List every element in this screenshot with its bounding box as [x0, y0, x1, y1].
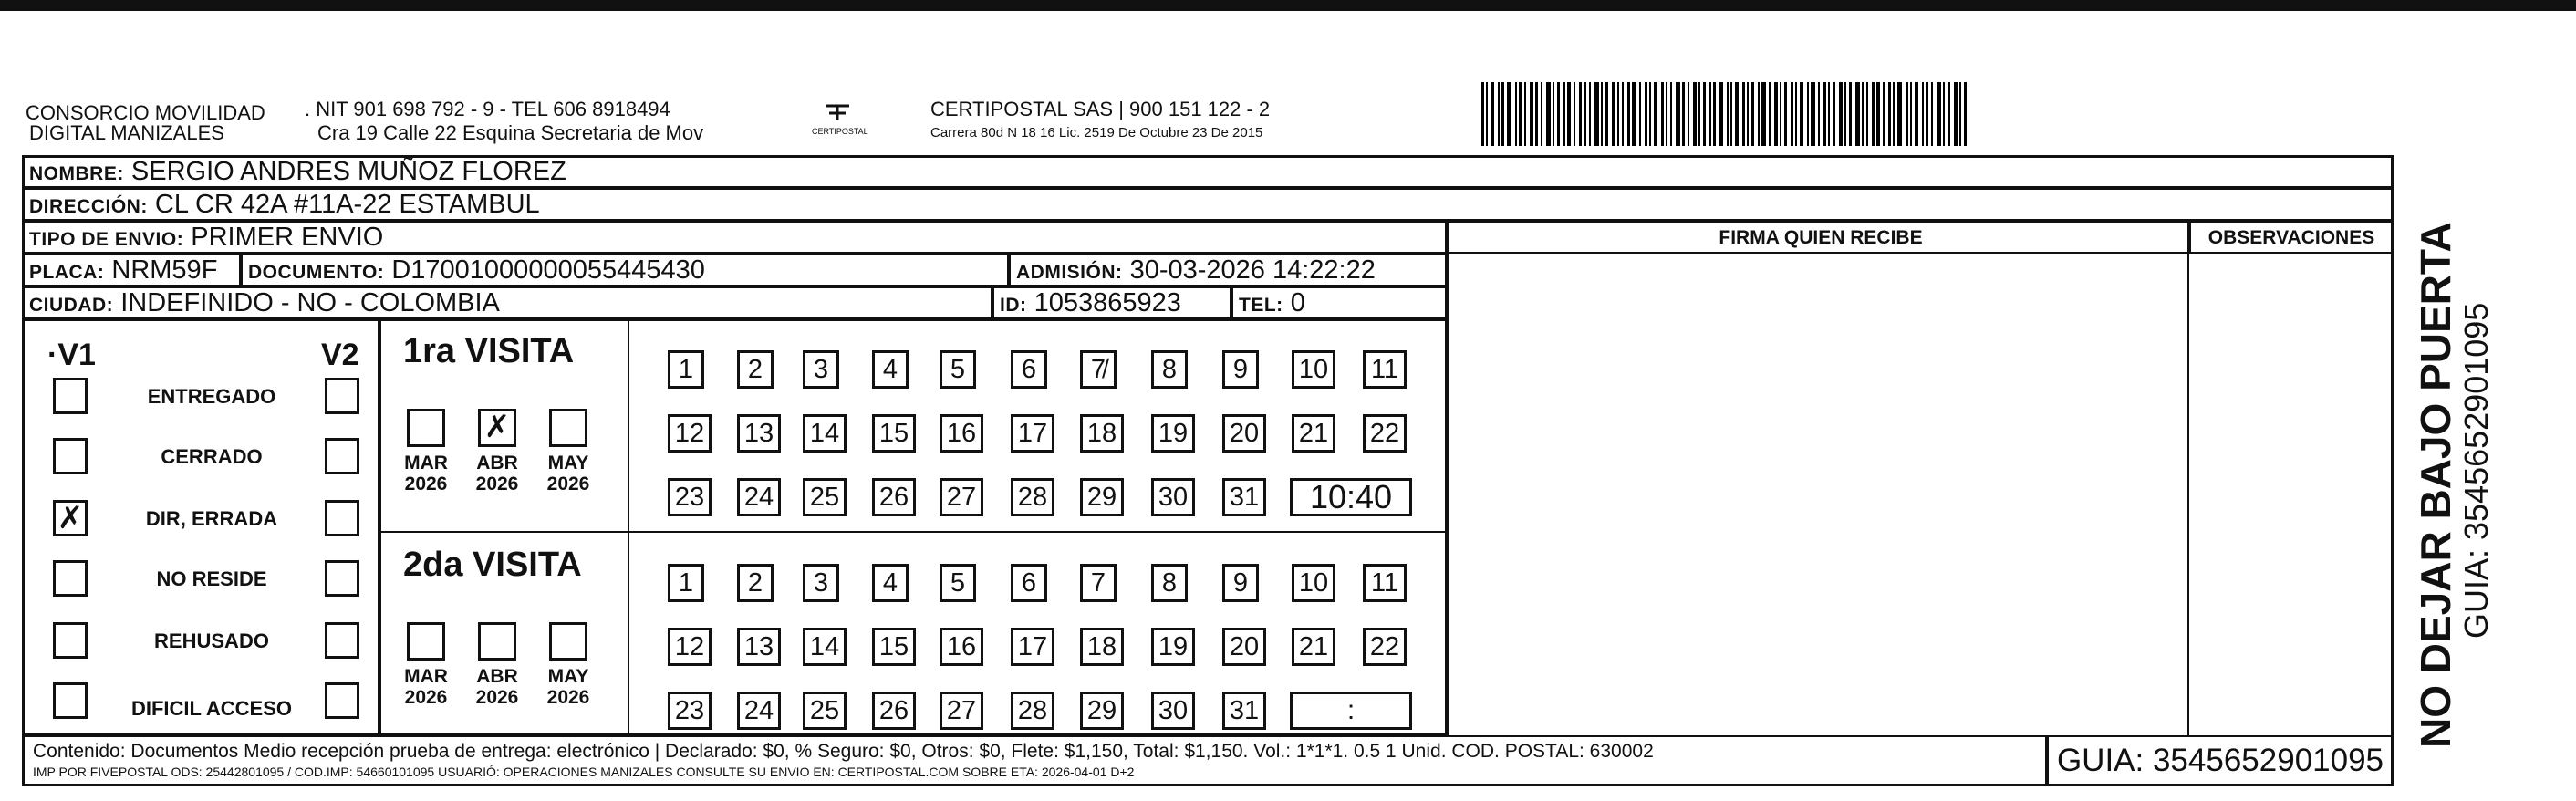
status-label-6: DIFICIL ACCESO [130, 697, 292, 720]
visit1-day-22[interactable]: 22 [1363, 414, 1407, 453]
visit2-day-4[interactable]: 4 [872, 564, 909, 602]
barcode-bar [1584, 82, 1586, 146]
direccion-value: CL CR 42A #11A-22 ESTAMBUL [154, 190, 540, 219]
visit2-day-1[interactable]: 1 [668, 564, 704, 602]
documento-value: D17001000000055445430 [391, 255, 705, 285]
barcode-bar [1703, 82, 1706, 146]
visit2-day-29[interactable]: 29 [1080, 692, 1124, 730]
visit1-day-17[interactable]: 17 [1011, 414, 1054, 453]
company-name-line1: CONSORCIO MOVILIDAD [26, 101, 265, 124]
visit2-month-label-2: ABR 2026 [475, 666, 519, 708]
visit1-day-30[interactable]: 30 [1151, 478, 1195, 516]
barcode-bar [1594, 82, 1599, 146]
barcode-bar [1627, 82, 1630, 146]
id-value: 1053865923 [1034, 288, 1181, 317]
barcode-bar [1612, 82, 1615, 146]
visit1-day-21[interactable]: 21 [1292, 414, 1335, 453]
barcode-bar [1855, 82, 1860, 146]
barcode-bar [1719, 82, 1723, 146]
admision-label: ADMISIÓN: [1016, 262, 1123, 283]
barcode-bar [1758, 82, 1760, 146]
visit2-day-17[interactable]: 17 [1011, 628, 1054, 666]
visit2-day-25[interactable]: 25 [803, 692, 847, 730]
barcode-bar [1515, 82, 1517, 146]
v1-checkbox-6[interactable] [53, 682, 88, 719]
visit2-month-checkbox-1[interactable] [407, 622, 445, 661]
visit1-month-checkbox-3[interactable] [549, 409, 587, 447]
barcode-bar [1795, 82, 1797, 146]
visit2-day-31[interactable]: 31 [1222, 692, 1266, 730]
barcode-bar [1617, 82, 1619, 146]
barcode-bar [1530, 82, 1533, 146]
visit2-day-8[interactable]: 8 [1151, 564, 1188, 602]
signature-area[interactable] [1447, 254, 2189, 735]
barcode-bar [1553, 82, 1554, 146]
nit-line: . NIT 901 698 792 - 9 - TEL 606 8918494 [305, 98, 670, 120]
visit1-month-label-2: ABR 2026 [475, 453, 519, 494]
barcode-bar [1937, 82, 1941, 146]
nombre-value: SERGIO ANDRES MUÑOZ FLOREZ [130, 157, 566, 186]
v2-label: V2 [321, 338, 359, 372]
status-label-3: DIR, ERRADA [145, 507, 278, 530]
barcode-bar [1735, 82, 1739, 146]
barcode-bar [1670, 82, 1672, 146]
visit2-day-30[interactable]: 30 [1151, 692, 1195, 730]
visit2-day-11[interactable]: 11 [1363, 564, 1407, 602]
visit2-day-7[interactable]: 7 [1080, 564, 1117, 602]
visit2-day-6[interactable]: 6 [1011, 564, 1047, 602]
barcode-bar [1761, 82, 1766, 146]
ciudad-label: CIUDAD: [29, 295, 114, 316]
logo-mark-icon [822, 102, 853, 122]
visit1-month-label-3: MAY 2026 [546, 453, 590, 494]
visit-title-1: 1ra VISITA [403, 332, 575, 370]
visit2-day-26[interactable]: 26 [872, 692, 916, 730]
barcode-bar [1844, 82, 1846, 146]
barcode-bar [1883, 82, 1885, 146]
direccion-label: DIRECCIÓN: [29, 196, 148, 217]
barcode-bar [1639, 82, 1641, 146]
visit1-day-16[interactable]: 16 [940, 414, 983, 453]
barcode-bar [1666, 82, 1667, 146]
visit2-time-field[interactable]: : [1290, 692, 1412, 730]
barcode-bar [1747, 82, 1749, 146]
barcode-bar [1742, 82, 1745, 146]
visit1-day-15[interactable]: 15 [872, 414, 916, 453]
imp-line: IMP POR FIVEPOSTAL ODS: 25442801095 / COD.IMP: 54660101095 USUARIÓ: OPERACIONES MANIZALES CONSULTE SU ENVIO EN: CERTIPOSTAL.COM SOBRE ETA: 2026-04-01 D+2 [33, 765, 1135, 779]
visit-divider [379, 531, 1447, 533]
visit1-time-field[interactable]: 10:40 [1290, 478, 1412, 516]
id-label: ID: [1000, 295, 1027, 316]
top-border-bar [0, 0, 2576, 11]
visit2-day-24[interactable]: 24 [737, 692, 781, 730]
visit1-day-3[interactable]: 3 [803, 350, 839, 389]
visit2-day-19[interactable]: 19 [1151, 628, 1195, 666]
barcode-bar [1959, 82, 1961, 146]
barcode-bar [1507, 82, 1511, 146]
visit2-day-15[interactable]: 15 [872, 628, 916, 666]
visit1-day-10[interactable]: 10 [1292, 350, 1335, 389]
certipostal-logo [812, 102, 868, 139]
visit2-day-20[interactable]: 20 [1222, 628, 1266, 666]
barcode-bar [1574, 82, 1575, 146]
visit1-day-28[interactable]: 28 [1011, 478, 1054, 516]
documento-label: DOCUMENTO: [248, 262, 385, 283]
tel-value: 0 [1290, 288, 1305, 317]
visit2-day-23[interactable]: 23 [668, 692, 712, 730]
barcode-bar [1876, 82, 1880, 146]
id-cell [992, 286, 1231, 319]
visit1-day-27[interactable]: 27 [940, 478, 983, 516]
visit2-day-21[interactable]: 21 [1292, 628, 1335, 666]
barcode-bar [1893, 82, 1895, 146]
v2-checkbox-6[interactable] [325, 682, 359, 719]
visit2-day-18[interactable]: 18 [1080, 628, 1124, 666]
side-warning: NO DEJAR BAJO PUERTA [2412, 222, 2459, 748]
v1-checkbox-2[interactable] [53, 438, 88, 474]
barcode-bar [1486, 82, 1488, 146]
barcode-bar [1954, 82, 1958, 146]
barcode-bar [1862, 82, 1864, 146]
row-direccion [22, 188, 2394, 221]
v2-checkbox-2[interactable] [325, 438, 359, 474]
visit2-day-10[interactable]: 10 [1292, 564, 1335, 602]
barcode-bar [1897, 82, 1902, 146]
observaciones-header: OBSERVACIONES [2189, 221, 2394, 254]
company-name-line2: DIGITAL MANIZALES [29, 121, 224, 144]
barcode-bar [1601, 82, 1603, 146]
barcode-bar [1849, 82, 1852, 146]
visit2-day-14[interactable]: 14 [803, 628, 847, 666]
visit1-day-31[interactable]: 31 [1222, 478, 1266, 516]
barcode-bar [1926, 82, 1928, 146]
barcode-bar [1948, 82, 1950, 146]
carrier-line2: Carrera 80d N 18 16 Lic. 2519 De Octubre 23 De 2015 [930, 125, 1263, 140]
placa-label: PLACA: [29, 262, 105, 283]
visit2-day-13[interactable]: 13 [737, 628, 781, 666]
visit2-day-28[interactable]: 28 [1011, 692, 1054, 730]
visit2-day-3[interactable]: 3 [803, 564, 839, 602]
ciudad-value: INDEFINIDO - NO - COLOMBIA [120, 288, 500, 317]
admision-value: 30-03-2026 14:22:22 [1129, 255, 1376, 285]
status-label-1: ENTREGADO [147, 385, 276, 408]
visit1-day-20[interactable]: 20 [1222, 414, 1266, 453]
barcode-bar [1698, 82, 1700, 146]
v2-checkbox-1[interactable] [325, 378, 359, 414]
barcode-bar [1964, 82, 1967, 146]
visit2-day-22[interactable]: 22 [1363, 628, 1407, 666]
visit1-day-25[interactable]: 25 [803, 478, 847, 516]
visit2-month-label-1: MAR 2026 [404, 666, 448, 708]
barcode-bar [1910, 82, 1912, 146]
visit1-day-6[interactable]: 6 [1011, 350, 1047, 389]
visit2-day-16[interactable]: 16 [940, 628, 983, 666]
barcode-bar [1676, 82, 1680, 146]
barcode-bar [1605, 82, 1608, 146]
v1-checkbox-4[interactable] [53, 560, 88, 597]
barcode-bar [1922, 82, 1924, 146]
visit1-day-23[interactable]: 23 [668, 478, 712, 516]
barcode-bar [1713, 82, 1716, 146]
barcode-bar [1501, 82, 1504, 146]
visit1-month-checkbox-2[interactable]: ✗ [478, 409, 516, 447]
visit1-day-29[interactable]: 29 [1080, 478, 1124, 516]
visit1-day-2[interactable]: 2 [737, 350, 774, 389]
v1-checkbox-3[interactable]: ✗ [53, 500, 88, 536]
visit1-day-8[interactable]: 8 [1151, 350, 1188, 389]
barcode-bar [1800, 82, 1803, 146]
visit2-day-9[interactable]: 9 [1222, 564, 1259, 602]
side-guia: GUIA: 3545652901095 [2457, 302, 2495, 639]
visit1-day-18[interactable]: 18 [1080, 414, 1124, 453]
barcode-bar [1498, 82, 1500, 146]
visit1-day-4[interactable]: 4 [872, 350, 909, 389]
visit1-day-7[interactable]: 7̸ [1080, 350, 1117, 389]
v2-checkbox-3[interactable] [325, 500, 359, 536]
v1-checkbox-5[interactable] [53, 622, 88, 659]
barcode-bar [1769, 82, 1771, 146]
barcode-bar [1688, 82, 1689, 146]
barcode-bar [1649, 82, 1651, 146]
visit1-day-12[interactable]: 12 [668, 414, 712, 453]
barcode-bar [1807, 82, 1809, 146]
status-label-4: NO RESIDE [156, 567, 267, 590]
visit2-day-12[interactable]: 12 [668, 628, 712, 666]
barcode-bar [1943, 82, 1945, 146]
visit-column-divider [628, 319, 629, 735]
barcode-bar [1774, 82, 1778, 146]
tel-cell [1231, 286, 1447, 319]
barcode-bar [1541, 82, 1542, 146]
visit1-day-11[interactable]: 11 [1363, 350, 1407, 389]
tipo-label: TIPO DE ENVIO: [29, 229, 184, 250]
barcode-bar [1709, 82, 1711, 146]
barcode-bar [1727, 82, 1729, 146]
contenido-line: Contenido: Documentos Medio recepción prueba de entrega: electrónico | Declarado: $0, % Seguro: $0, Otros: $0, Flete: $1,150, Total: $1,150. Vol.: 1*1*1. 0.5 1 Unid. COD. POSTAL: 630002 [33, 741, 1654, 762]
barcode-bar [1751, 82, 1754, 146]
visit1-day-9[interactable]: 9 [1222, 350, 1259, 389]
barcode-bar [1872, 82, 1875, 146]
barcode-bar [1481, 82, 1484, 146]
barcode-bar [1828, 82, 1830, 146]
visit1-day-5[interactable]: 5 [940, 350, 976, 389]
barcode-bar [1730, 82, 1732, 146]
visit2-month-checkbox-2[interactable] [478, 622, 516, 661]
barcode-bar [1693, 82, 1697, 146]
logo-text: CERTIPOSTAL [812, 127, 868, 136]
barcode-bar [1661, 82, 1664, 146]
guia-box: GUIA: 3545652901095 [2047, 735, 2394, 786]
row-nombre [22, 155, 2394, 188]
barcode-bar [1811, 82, 1815, 146]
visit1-day-14[interactable]: 14 [803, 414, 847, 453]
barcode-bar [1915, 82, 1918, 146]
visit-title-2: 2da VISITA [403, 546, 582, 584]
barcode-bar [1833, 82, 1835, 146]
barcode-bar [1888, 82, 1891, 146]
visit1-month-checkbox-1[interactable] [407, 409, 445, 447]
barcode-bar [1524, 82, 1526, 146]
v1-checkbox-1[interactable] [53, 378, 88, 414]
carrier-line1: CERTIPOSTAL SAS | 900 151 122 - 2 [930, 98, 1271, 120]
address-line: Cra 19 Calle 22 Esquina Secretaria de Mov [317, 121, 704, 144]
status-label-2: CERRADO [161, 445, 263, 468]
ciudad-cell [22, 286, 992, 319]
v2-checkbox-4[interactable] [325, 560, 359, 597]
visit2-day-2[interactable]: 2 [737, 564, 774, 602]
barcode-bar [1682, 82, 1685, 146]
barcode-bar [1579, 82, 1582, 146]
barcode-bar [1563, 82, 1565, 146]
barcode-bar [1784, 82, 1787, 146]
visit1-month-label-1: MAR 2026 [404, 453, 448, 494]
tel-label: TEL: [1239, 295, 1283, 316]
visit2-day-27[interactable]: 27 [940, 692, 983, 730]
visit1-day-1[interactable]: 1 [668, 350, 704, 389]
barcode-bar [1491, 82, 1494, 146]
admision-cell [1009, 254, 1447, 286]
barcode-bar [1519, 82, 1522, 146]
visit1-day-19[interactable]: 19 [1151, 414, 1195, 453]
visit1-day-26[interactable]: 26 [872, 478, 916, 516]
barcode-bar [1823, 82, 1826, 146]
observations-area[interactable] [2189, 254, 2394, 735]
visit2-month-label-3: MAY 2026 [546, 666, 590, 708]
barcode-bar [1622, 82, 1624, 146]
barcode [1481, 82, 2211, 146]
visit2-day-5[interactable]: 5 [940, 564, 976, 602]
visit1-day-24[interactable]: 24 [737, 478, 781, 516]
documento-cell [241, 254, 1009, 286]
barcode-bar [1546, 82, 1551, 146]
barcode-bar [1589, 82, 1591, 146]
barcode-bar [1906, 82, 1908, 146]
placa-value: NRM59F [111, 255, 218, 285]
barcode-bar [1557, 82, 1560, 146]
visit1-day-13[interactable]: 13 [737, 414, 781, 453]
barcode-bar [1839, 82, 1843, 146]
barcode-bar [1535, 82, 1538, 146]
placa-cell [22, 254, 241, 286]
barcode-bar [1654, 82, 1657, 146]
barcode-bar [1931, 82, 1933, 146]
barcode-bar [1645, 82, 1647, 146]
tipo-value: PRIMER ENVIO [191, 223, 384, 252]
barcode-bar [1567, 82, 1571, 146]
firma-header: FIRMA QUIEN RECIBE [1447, 221, 2189, 254]
nombre-label: NOMBRE: [29, 163, 124, 184]
barcode-bar [1780, 82, 1781, 146]
row-tipo-envio [22, 221, 1447, 254]
barcode-bar [1632, 82, 1636, 146]
barcode-bar [1818, 82, 1820, 146]
v1-label: ·V1 [47, 338, 96, 372]
barcode-bar [1866, 82, 1868, 146]
barcode-bar [1791, 82, 1793, 146]
visit2-month-checkbox-3[interactable] [549, 622, 587, 661]
status-label-5: REHUSADO [154, 629, 269, 652]
footer-info [22, 735, 2047, 786]
v2-checkbox-5[interactable] [325, 622, 359, 659]
